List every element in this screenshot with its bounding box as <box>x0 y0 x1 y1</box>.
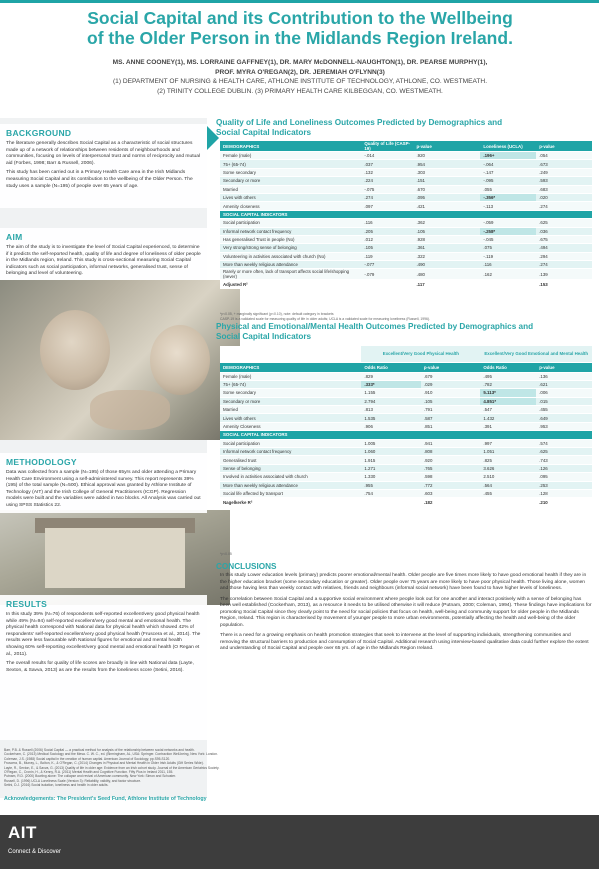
table-cell: -.258* <box>480 227 536 235</box>
table-cell: -.059 <box>480 219 536 227</box>
table-footer-row <box>220 280 592 288</box>
table-cell: .126 <box>536 464 592 472</box>
table-cell: .955 <box>361 481 421 489</box>
table-cell: .683 <box>536 185 592 193</box>
background-text: This study has been carried out in a Primary Health Care area in the Irish Midlands measuring Social Capital and its contribution to the wellbeing of the Older Person. The study uses a sample (N=195) of people over 65 years of age. <box>6 170 193 189</box>
table-cell: .095 <box>413 193 480 201</box>
table-cell: .825 <box>480 456 536 464</box>
reference-item: Barr, P.B. & Russell (2006) Social Capital — a practical method for analysis of the relationship between social networks and health. <box>4 748 195 752</box>
methodology-text: Data was collected from a sample (N=195) of those 65yrs and older attending a Primary Health Care Environment using a self-administered survey. This report represents 39% (195) of the total sample (N=500). Ethical approval was granted by Athlone Institute of Technology (AIT) and the Irish College of General Practitioners (ICGP). Regression models were built and the variables were added in two blocks. All Analysis was carried out using SPSS Statistics 22. <box>6 470 201 508</box>
table-note: *p<0.05, + marginally significant (p<0.10), note: default category in brackets <box>220 312 334 316</box>
table-cell: .333* <box>361 380 421 388</box>
table1-title-line-2: Social Capital Indicators <box>216 128 312 137</box>
acknowledgement: Acknowledgements: The President's Seed Fund, Athlone Institute of Technology <box>4 796 207 802</box>
table-cell: -.075 <box>361 185 413 193</box>
results-panel <box>0 595 207 740</box>
table-cell: -.064 <box>480 160 536 168</box>
table-cell: .941 <box>421 439 481 447</box>
table-cell: -.014 <box>361 152 413 160</box>
footer-label: Adjusted R² <box>220 280 361 288</box>
table-cell: .253 <box>536 481 592 489</box>
table-cell: .105 <box>413 227 480 235</box>
table-footer-row <box>220 498 592 506</box>
table-cell: .116 <box>480 261 536 269</box>
table-cell: .910 <box>421 389 481 397</box>
table-row <box>220 185 592 193</box>
table-cell: .162 <box>480 269 536 280</box>
reference-item: Cockerham, C. (2013) Medical Sociology and the Mesa. C. W. C., ed. (Birmingham, AL, USA: Springer. Contraction Well-being, New York: London. <box>4 752 218 757</box>
table-cell: -.077 <box>361 261 413 269</box>
table-cell: .649 <box>536 414 592 422</box>
reference-item: Setini, D.J. (2016) Social isolation, loneliness and health in older adults. <box>4 783 109 788</box>
table2-notes <box>220 552 592 557</box>
table-subheader-row <box>220 210 592 218</box>
table-row <box>220 219 592 227</box>
row-label: Generalised trust <box>220 456 361 464</box>
table-cell: .151 <box>413 177 480 185</box>
table-row <box>220 448 592 456</box>
references <box>4 748 376 788</box>
table-cell: 1.915 <box>361 456 421 464</box>
row-label: Very strong/strong sense of belonging <box>220 244 361 252</box>
table-cell: .920 <box>421 456 481 464</box>
older-people-photo <box>0 280 240 440</box>
table-cell: .196+ <box>480 152 536 160</box>
row-label: Social life affected by transport <box>220 489 361 497</box>
ait-logo <box>8 823 37 843</box>
table-cell: .421 <box>413 202 480 210</box>
table-cell: .495 <box>480 372 536 380</box>
table-cell: .036 <box>536 227 592 235</box>
row-label: Informal network contact frequency <box>220 448 361 456</box>
table-cell: .391 <box>480 422 536 430</box>
table-row <box>220 464 592 472</box>
aim-panel <box>0 228 207 280</box>
table-cell: .029 <box>421 380 481 388</box>
table-cell: .361 <box>413 244 480 252</box>
table-cell: .480 <box>413 269 480 280</box>
table-cell: .075 <box>480 244 536 252</box>
aim-text: The aim of the study is to investigate the level of Social Capital experienced, to determine if it predicts the self-reported health, quality of life and degree of loneliness of older people in the Midlands region, Ireland. This study is cross-sectional measuring Social Capital indicators such as social participation, informal networks, generalised trust, sense of belonging and level of volunteering. <box>6 245 201 277</box>
table-cell: .095 <box>536 473 592 481</box>
column-header: DEMOGRAPHICS <box>220 141 361 152</box>
table-row <box>220 261 592 269</box>
table-cell: .593 <box>536 177 592 185</box>
table-cell: .547 <box>480 406 536 414</box>
table-cell: .754 <box>361 489 421 497</box>
table-cell: 1.060 <box>361 448 421 456</box>
affiliation-line-1: (1) DEPARTMENT OF NURSING & HEALTH CARE, ATHLONE INSTITUTE OF TECHNOLOGY, ATHLONE, CO. WESTMEATH. <box>112 78 488 85</box>
table-cell: .362 <box>413 219 480 227</box>
table-cell: .205 <box>361 227 413 235</box>
table-cell: .139 <box>536 269 592 280</box>
table-row <box>220 193 592 201</box>
table-cell: .119 <box>361 252 413 260</box>
table-cell: -.045 <box>480 235 536 243</box>
table-cell: 1.330 <box>361 473 421 481</box>
row-label: Social participation <box>220 219 361 227</box>
row-label: Secondary or more <box>220 397 361 405</box>
table-cell: .791 <box>421 406 481 414</box>
reference-item: O'Regan, C., Cronin, H., & Kenny, R.A. (2011) Mental Health and Cognitive Function. Fifty Plus in Ireland 2011, 155. <box>4 770 174 775</box>
table-cell: .574 <box>536 439 592 447</box>
title-line-1: Social Capital and its Contribution to the Wellbeing <box>87 8 513 28</box>
column-header: Loneliness (UCLA) <box>480 141 536 152</box>
table-row <box>220 414 592 422</box>
table-cell: 2.510 <box>480 473 536 481</box>
table-row <box>220 473 592 481</box>
table-cell <box>220 346 361 362</box>
table-cell: 1.005 <box>361 439 421 447</box>
table-cell: .274 <box>361 193 413 201</box>
table-cell: .015 <box>536 397 592 405</box>
table-cell: .928 <box>413 235 480 243</box>
table-cell: 1.155 <box>361 389 421 397</box>
table-cell: -.147 <box>480 168 536 176</box>
table-cell: .743 <box>536 456 592 464</box>
table-cell: .670 <box>413 185 480 193</box>
table-row <box>220 380 592 388</box>
header-rule <box>0 0 599 3</box>
authors-line-1: MS. ANNE COONEY(1), MS. LORRAINE GAFFNEY(1), DR. MARY McDONNELL-NAUGHTON(1), DR. PEARSE MURPHY(1), <box>112 59 488 66</box>
table-cell: .675 <box>536 235 592 243</box>
footer-value: .153 <box>536 280 592 288</box>
column-header: p-value <box>536 141 592 152</box>
table-cell: .249 <box>536 168 592 176</box>
subheading: SOCIAL CAPITAL INDICATORS <box>220 431 592 439</box>
table-group-header-row <box>220 346 592 362</box>
table-note: *p<0.05 <box>220 552 232 556</box>
results-text: The overall results for quality of life scores are broadly in line with National data (Layte, Sexton, & Savva, 2013) as are the results from the loneliness score (Setini, 2016). <box>6 661 194 673</box>
photo-face <box>150 325 210 395</box>
column-header: p-value <box>413 141 480 152</box>
table-cell: .813 <box>361 406 421 414</box>
table-row <box>220 202 592 210</box>
photo-hands <box>90 390 170 430</box>
background-text: The literature generally describes Social Capital as a characteristic of social structures made up of a network of relationships between residents of neighbourhoods and communities, focusing on levels of interpersonal trust and norms of reciprocity and mutual aid (Forbes, 1998; Barr & Russell, 2006). <box>6 141 201 166</box>
table-header-row <box>220 141 592 152</box>
table-cell: .772 <box>421 481 481 489</box>
table-cell: -.079 <box>361 269 413 280</box>
table-cell: .782 <box>480 380 536 388</box>
table-cell: .906 <box>361 422 421 430</box>
table-cell: .012 <box>361 235 413 243</box>
table-row <box>220 227 592 235</box>
row-label: Some secondary <box>220 389 361 397</box>
table-cell: .621 <box>536 380 592 388</box>
table1-notes <box>220 312 592 321</box>
table-cell: 5.113* <box>480 389 536 397</box>
row-label: Lives with others <box>220 414 361 422</box>
row-label: Married <box>220 406 361 414</box>
conclusions-heading: CONCLUSIONS <box>216 562 277 571</box>
table-cell: .303 <box>413 168 480 176</box>
table-cell: .037 <box>361 160 413 168</box>
poster-title <box>30 8 570 48</box>
row-label: Amenity Closeness <box>220 422 361 430</box>
table-cell: .055 <box>480 185 536 193</box>
table-cell: .116 <box>361 219 413 227</box>
table-cell: .455 <box>536 406 592 414</box>
table-cell: -.095 <box>480 177 536 185</box>
table-cell <box>480 498 536 506</box>
table-cell: .020 <box>536 193 592 201</box>
table-cell: .054 <box>536 152 592 160</box>
column-header: p-value <box>421 362 481 372</box>
methodology-panel <box>0 453 207 513</box>
conclusions-body <box>220 573 592 657</box>
authors-block <box>20 58 580 96</box>
reference-item: Putnam, R.D. (2000) Bowling alone: The collapse and revival of American community. New York: Simon and Schuster. <box>4 774 176 779</box>
title-line-2: of the Older Person in the Midlands Region Ireland. <box>87 28 513 48</box>
row-label: Secondary or more <box>220 177 361 185</box>
table-cell: .455 <box>480 489 536 497</box>
row-label: Lives with others <box>220 193 361 201</box>
methodology-heading: METHODOLOGY <box>6 457 77 467</box>
table-row <box>220 252 592 260</box>
column-header: DEMOGRAPHICS <box>220 362 361 372</box>
house-photo <box>0 510 230 605</box>
row-label: Volunteering in activities associated with church (No) <box>220 252 361 260</box>
footer-value: .182 <box>421 498 481 506</box>
table-cell: .808 <box>421 448 481 456</box>
authors-line-2: PROF. MYRA O'REGAN(2), DR. JEREMIAH O'FLYNN(3) <box>215 68 385 76</box>
conclusions-text: There is a need for a growing emphasis on health promotion strategies that seek to intervene at the level of supporting individuals, strengthening communities and removing the structural barriers to production and consumption of Social Capital. Additional research using interview-based qualitative data could further explore the extent and understanding of Social Capital and people over 65 yrs. of age in the Midlands Region Ireland. <box>220 633 589 651</box>
table-row <box>220 489 592 497</box>
table2-title-line-2: Social Capital Indicators <box>216 332 312 341</box>
background-panel <box>0 124 207 208</box>
table-row <box>220 481 592 489</box>
table-cell: 1.535 <box>361 414 421 422</box>
reference-item: Fruscera, B., Murray, L., Bolton, K., & O'Regan, C. (2014) Changes in Physical and Mental Health in Older Irish Adults (Gift Series Wide). <box>4 761 204 766</box>
table-cell: .603 <box>421 489 481 497</box>
table-subheader-row <box>220 431 592 439</box>
conclusions-text: The correlation between Social Capital and a supportive social environment where people look out for one another and interact positively with a sense of belonging has been well established (Cockerham, 2013), as a resource it needs to be utilised otherwise it will reduce (Putnam, 2000; Coleman, 1994). These findings have implications for promoting Social Capital since they clearly point to the need for social policies that focus on health, well-being and community support for older people in the Midlands Region, Ireland. This region is characterised by movement of younger people to more urban environments, potentially affecting the health and well-being of the older population. <box>220 596 592 628</box>
table-cell: 4.851* <box>480 397 536 405</box>
footer-label: Nagelkerke R² <box>220 498 361 506</box>
table-cell: .829 <box>361 372 421 380</box>
table-header-row <box>220 362 592 372</box>
table-cell: -.119 <box>480 252 536 260</box>
row-label: Social participation <box>220 439 361 447</box>
table1-title-line-1: Quality of Life and Loneliness Outcomes Predicted by Demographics and <box>216 118 503 127</box>
column-header: p-value <box>536 362 592 372</box>
column-header: Odds Ratio <box>480 362 536 372</box>
table-note: CASP-19 is a validated scale for measuring quality of life in older adults; UCLA is a validated scale for measuring loneliness (Russell, 1996). <box>220 316 430 321</box>
table-cell <box>361 498 421 506</box>
row-label: 75+ (65-74) <box>220 160 361 168</box>
table-cell: .294 <box>536 252 592 260</box>
table-physical-health <box>220 346 592 507</box>
table-row <box>220 244 592 252</box>
table-row <box>220 177 592 185</box>
table-cell: 1.271 <box>361 464 421 472</box>
reference-item: Russell, D. (1996) UCLA Loneliness Scale (Version 3): Reliability, validity, and factor structure. <box>4 778 142 783</box>
table1-title <box>216 118 502 138</box>
table-row <box>220 152 592 160</box>
table-cell: .105 <box>421 397 481 405</box>
conclusions-text: In this study Lower education levels (primary) predicts poorer emotional/mental health. Older people are five times more likely to have good emotional health if they are in the higher education bracket (some secondary education or greater). Older people over 75 years are more likely to have poor physical health. Those living alone, women and those having less than weekly contact with relatives, friends and neighbours (informal social network) have been found to have higher levels of loneliness. <box>220 573 587 591</box>
row-label: Married <box>220 185 361 193</box>
table-row <box>220 397 592 405</box>
row-label: Amenity closeness <box>220 202 361 210</box>
column-header: Odds Ratio <box>361 362 421 372</box>
table-cell: .953 <box>536 422 592 430</box>
footer-bar <box>0 815 599 869</box>
table-cell: 3.626 <box>480 464 536 472</box>
logo-tagline: Connect & Discover <box>8 849 62 855</box>
table-cell: .105 <box>361 244 413 252</box>
table-cell: .625 <box>536 219 592 227</box>
table-cell: 1.051 <box>480 448 536 456</box>
row-label: Female (male) <box>220 152 361 160</box>
logo-text: AIT <box>8 823 37 842</box>
background-heading: BACKGROUND <box>6 128 72 138</box>
table-cell: .097 <box>361 202 413 210</box>
row-label: Female (male) <box>220 372 361 380</box>
table-quality-of-life <box>220 141 592 289</box>
table-row <box>220 168 592 176</box>
table-cell: .274 <box>536 202 592 210</box>
table-cell: .851 <box>421 422 481 430</box>
table-cell: .006 <box>536 389 592 397</box>
table-cell: .954 <box>413 160 480 168</box>
table-cell <box>361 280 413 288</box>
affiliation-line-2: (2) TRINITY COLLEGE DUBLIN. (3) PRIMARY HEALTH CARE KILBEGGAN, CO. WESTMEATH. <box>157 87 443 95</box>
footer-value: .117 <box>413 280 480 288</box>
aim-heading: AIM <box>6 232 23 242</box>
photo-house <box>45 528 185 588</box>
row-label: Has generalised Trust in people (No) <box>220 235 361 243</box>
row-label: Rarely or more often, lack of transport affects social life/shopping (never) <box>220 269 361 280</box>
table-row <box>220 422 592 430</box>
table-cell: 2.794 <box>361 397 421 405</box>
table-cell <box>480 280 536 288</box>
table-cell: .128 <box>536 489 592 497</box>
reference-item: Layte, R., Sexton, E., & Savva, G. (2013) Quality of life in older age: Evidence from an Irish cohort study. Journal of the American Geriatrics Society. <box>4 765 220 770</box>
table-row <box>220 160 592 168</box>
column-group-header: Excellent/Very Good Emotional and Mental Health <box>480 346 592 362</box>
footer-value: .210 <box>536 498 592 506</box>
subheading: SOCIAL CAPITAL INDICATORS <box>220 210 592 218</box>
row-label: 75+ (65-74) <box>220 380 361 388</box>
row-label: More than weekly religious attendance <box>220 481 361 489</box>
photo-face <box>40 310 110 390</box>
table-cell: .598 <box>421 473 481 481</box>
row-label: Some secondary <box>220 168 361 176</box>
table-cell: -.356* <box>480 193 536 201</box>
table-row <box>220 456 592 464</box>
table-row <box>220 372 592 380</box>
results-heading: RESULTS <box>6 599 48 609</box>
column-group-header: Excellent/Very Good Physical Health <box>361 346 480 362</box>
table-cell: .490 <box>413 261 480 269</box>
table-cell: .920 <box>413 152 480 160</box>
table-cell: .673 <box>536 160 592 168</box>
table-cell: .274 <box>536 261 592 269</box>
table-cell: .132 <box>361 168 413 176</box>
table-cell: .625 <box>536 448 592 456</box>
table-row <box>220 406 592 414</box>
row-label: Sense of belonging <box>220 464 361 472</box>
row-label: Informal network contact frequency <box>220 227 361 235</box>
table2-title-line-1: Physical and Emotional/Mental Health Outcomes Predicted by Demographics and <box>216 322 534 331</box>
table-cell: 1.432 <box>480 414 536 422</box>
results-text: In this study 39% (N=76) of respondents self-reported excellent/very good physical health while 49% (N=94) self-reported excellent/very good mental and emotional health. The physical health correspond with National data for physical health which showed 42% of respondents' self-reported excellent/very good physical health (Fruscera et al., 2014). The results were less favourable with National figures for emotional and mental health showing 60% self-reporting excellent/very good mental and emotional health (O Regan et al., 2011). <box>6 612 201 657</box>
table-cell: .997 <box>480 439 536 447</box>
table-cell: .494 <box>536 244 592 252</box>
table-row <box>220 235 592 243</box>
table-cell: .564 <box>480 481 536 489</box>
table-cell: .224 <box>361 177 413 185</box>
reference-item: Coleman, J.S. (1988) Social capital in the creation of human capital. American Journal of Sociology, pp.S95-S120. <box>4 756 171 761</box>
header <box>0 0 599 108</box>
table-cell: .136 <box>536 372 592 380</box>
table-cell: .679 <box>421 372 481 380</box>
column-header: Quality of Life (CASP-19) <box>361 141 413 152</box>
table-row <box>220 389 592 397</box>
row-label: More than weekly religious attendance <box>220 261 361 269</box>
table-cell: .322 <box>413 252 480 260</box>
row-label: Involved in activities associated with church <box>220 473 361 481</box>
table-cell: -.113 <box>480 202 536 210</box>
table-cell: .765 <box>421 464 481 472</box>
table-row <box>220 439 592 447</box>
table-cell: .587 <box>421 414 481 422</box>
table2-title <box>216 322 533 342</box>
table-row <box>220 269 592 280</box>
